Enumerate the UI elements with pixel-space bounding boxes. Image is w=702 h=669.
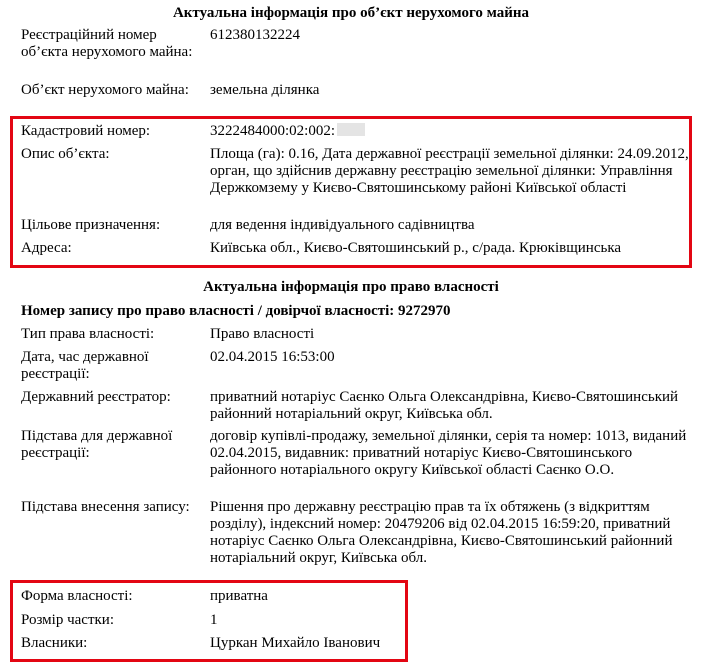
share-size-label: Розмір частки: — [21, 612, 114, 628]
address-label: Адреса: — [21, 240, 72, 256]
reg-number-label: Реєстраційний номер об’єкта нерухомого майна: — [21, 27, 193, 60]
reg-datetime-label: Дата, час державної реєстрації: — [21, 349, 149, 382]
object-label: Об’єкт нерухомого майна: — [21, 82, 189, 98]
description-value: Площа (га): 0.16, Дата державної реєстрації земельної ділянки: 24.09.2012, орган, що здійснив державну реєстрацію земельної ділянки: Управління Держкомзему у Києво-Святошинському районі Київської області — [210, 146, 689, 196]
owners-label: Власники: — [21, 635, 88, 651]
share-size-value: 1 — [210, 612, 218, 628]
redacted-block — [337, 123, 365, 136]
cadastral-value: 3222484000:02:002: — [210, 123, 336, 139]
basis-value: договір купівлі-продажу, земельної ділянки, серія та номер: 1013, виданий 02.04.2015, видавник: приватний нотаріус Києво-Святошинського районного нотаріального округу Київської області Саєнко О.О. — [210, 428, 687, 478]
owners-value: Цуркан Михайло Іванович — [210, 635, 381, 651]
ownership-form-value: приватна — [210, 588, 268, 604]
cadastral-value-row — [210, 123, 692, 140]
object-section-title: Актуальна інформація про об’єкт нерухомого майна — [172, 5, 530, 21]
right-type-value: Право власності — [210, 326, 315, 342]
registrar-value: приватний нотаріус Саєнко Ольга Олександрівна, Києво-Святошинський районний нотаріальний округ, Київська обл. — [210, 389, 679, 422]
description-label: Опис об’єкта: — [21, 146, 110, 162]
reg-number-value: 612380132224 — [210, 27, 300, 43]
purpose-label: Цільове призначення: — [21, 217, 161, 233]
ownership-form-label: Форма власності: — [21, 588, 133, 604]
right-type-label: Тип права власності: — [21, 326, 155, 342]
registrar-label: Державний реєстратор: — [21, 389, 171, 405]
address-value: Київська обл., Києво-Святошинський р., с/рада. Крюківщинська — [210, 240, 622, 256]
reg-datetime-value: 02.04.2015 16:53:00 — [210, 349, 335, 365]
cadastral-label: Кадастровий номер: — [21, 123, 151, 139]
basis-label: Підстава для державної реєстрації: — [21, 428, 173, 461]
purpose-value: для ведення індивідуального садівництва — [210, 217, 475, 233]
record-number-heading: Номер запису про право власності / довірчої власності: 9272970 — [21, 303, 451, 319]
entry-basis-value: Рішення про державну реєстрацію прав та їх обтяжень (з відкриттям розділу), індексний номер: 20479206 від 02.04.2015 16:59:20, приватний нотаріус Саєнко Ольга Олександрівна, Києво-Святошинський районний нотаріальний округ, Київська обл. — [210, 499, 673, 566]
entry-basis-label: Підстава внесення запису: — [21, 499, 190, 515]
ownership-section-title: Актуальна інформація про право власності — [203, 279, 499, 295]
object-value: земельна ділянка — [210, 82, 320, 98]
